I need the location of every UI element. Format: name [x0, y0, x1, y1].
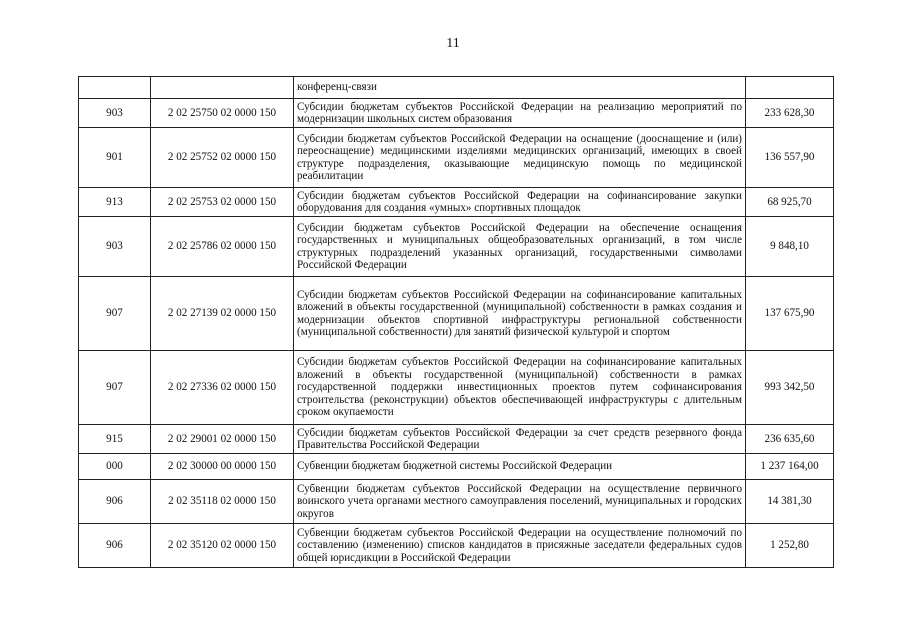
- income-description-cell: [294, 524, 746, 568]
- admin-code-cell: 903: [79, 217, 151, 277]
- income-description-text: Субсидии бюджетам субъектов Российской Федерации на софинансирование капитальных вложений в объекты государственной (муниципальной) собственности в рамках государственной поддержки инвестиционных проектов путем софинансирования строительства (реконструкции) объектов обеспечивающей инфраструктуры с длительным сроком окупаемости: [297, 356, 742, 419]
- budget-class-code-cell: 2 02 25752 02 0000 150: [151, 128, 294, 188]
- admin-code-cell: 903: [79, 99, 151, 128]
- amount-cell: 68 925,70: [746, 188, 834, 217]
- amount-cell: 1 237 164,00: [746, 454, 834, 480]
- income-description-text: Субвенции бюджетам субъектов Российской Федерации на осуществление первичного воинского учета органами местного самоуправления поселений, муниципальных и городских округов: [297, 482, 742, 520]
- revenue-table: [78, 76, 834, 568]
- income-description-cell: [294, 128, 746, 188]
- admin-code-cell: [79, 77, 151, 99]
- income-description-text: Субсидии бюджетам субъектов Российской Федерации на обеспечение оснащения государственных и муниципальных общеобразовательных организаций, в том числе структурных подразделений указанных организаций, государственными символами Российской Федерации: [297, 221, 742, 271]
- income-description-cell: [294, 217, 746, 277]
- income-description-cell: [294, 425, 746, 454]
- admin-code-cell: 915: [79, 425, 151, 454]
- budget-class-code-cell: 2 02 25753 02 0000 150: [151, 188, 294, 217]
- income-description-text: конференц-связи: [297, 81, 377, 94]
- budget-class-code-cell: 2 02 35120 02 0000 150: [151, 524, 294, 568]
- income-description-cell: [294, 99, 746, 128]
- income-description-cell: [294, 277, 746, 351]
- admin-code-cell: 901: [79, 128, 151, 188]
- amount-cell: 14 381,30: [746, 480, 834, 524]
- admin-code-cell: 907: [79, 351, 151, 425]
- admin-code-cell: 000: [79, 454, 151, 480]
- table-row: [79, 217, 834, 277]
- table-row: [79, 77, 834, 99]
- budget-class-code-cell: 2 02 27336 02 0000 150: [151, 351, 294, 425]
- admin-code-cell: 906: [79, 524, 151, 568]
- table-row: [79, 128, 834, 188]
- income-description-cell: [294, 77, 746, 99]
- income-description-text: Субсидии бюджетам субъектов Российской Федерации на оснащение (дооснащение и (или) переоснащение) медицинскими изделиями медицинских организаций, имеющих в своей структуре подразделения, оказывающие медицинскую помощь по медицинской реабилитации: [297, 132, 742, 182]
- admin-code-cell: 913: [79, 188, 151, 217]
- amount-cell: 136 557,90: [746, 128, 834, 188]
- income-description-cell: [294, 188, 746, 217]
- income-description-text: Субсидии бюджетам субъектов Российской Федерации за счет средств резервного фонда Правительства Российской Федерации: [297, 426, 742, 451]
- budget-class-code-cell: 2 02 35118 02 0000 150: [151, 480, 294, 524]
- amount-cell: [746, 77, 834, 99]
- income-description-text: Субвенции бюджетам субъектов Российской Федерации на осуществление полномочий по составлению (изменению) списков кандидатов в присяжные заседатели федеральных судов общей юрисдикции в Российской Федерации: [297, 526, 742, 564]
- income-description-text: Субвенции бюджетам бюджетной системы Российской Федерации: [297, 460, 613, 473]
- page-number: 11: [446, 36, 460, 51]
- budget-class-code-cell: [151, 77, 294, 99]
- budget-class-code-cell: 2 02 27139 02 0000 150: [151, 277, 294, 351]
- admin-code-cell: 906: [79, 480, 151, 524]
- budget-class-code-cell: 2 02 30000 00 0000 150: [151, 454, 294, 480]
- table-row: [79, 351, 834, 425]
- table-row: [79, 99, 834, 128]
- amount-cell: 137 675,90: [746, 277, 834, 351]
- table-row: [79, 188, 834, 217]
- income-description-cell: [294, 351, 746, 425]
- table-row: [79, 454, 834, 480]
- admin-code-cell: 907: [79, 277, 151, 351]
- budget-class-code-cell: 2 02 29001 02 0000 150: [151, 425, 294, 454]
- amount-cell: 1 252,80: [746, 524, 834, 568]
- amount-cell: 993 342,50: [746, 351, 834, 425]
- table-row: [79, 425, 834, 454]
- income-description-text: Субсидии бюджетам субъектов Российской Федерации на софинансирование закупки оборудования для создания «умных» спортивных площадок: [297, 189, 742, 214]
- budget-class-code-cell: 2 02 25786 02 0000 150: [151, 217, 294, 277]
- amount-cell: 9 848,10: [746, 217, 834, 277]
- income-description-cell: [294, 480, 746, 524]
- table-row: [79, 480, 834, 524]
- income-description-text: Субсидии бюджетам субъектов Российской Федерации на софинансирование капитальных вложений в объекты государственной (муниципальной) собственности в рамках создания и модернизации объектов спортивной инфраструктуры региональной собственности (муниципальной собственности) для занятий физической культурой и спортом: [297, 288, 742, 338]
- table-row: [79, 277, 834, 351]
- budget-class-code-cell: 2 02 25750 02 0000 150: [151, 99, 294, 128]
- amount-cell: 233 628,30: [746, 99, 834, 128]
- income-description-text: Субсидии бюджетам субъектов Российской Федерации на реализацию мероприятий по модернизации школьных систем образования: [297, 100, 742, 125]
- amount-cell: 236 635,60: [746, 425, 834, 454]
- income-description-cell: [294, 454, 746, 480]
- table-row: [79, 524, 834, 568]
